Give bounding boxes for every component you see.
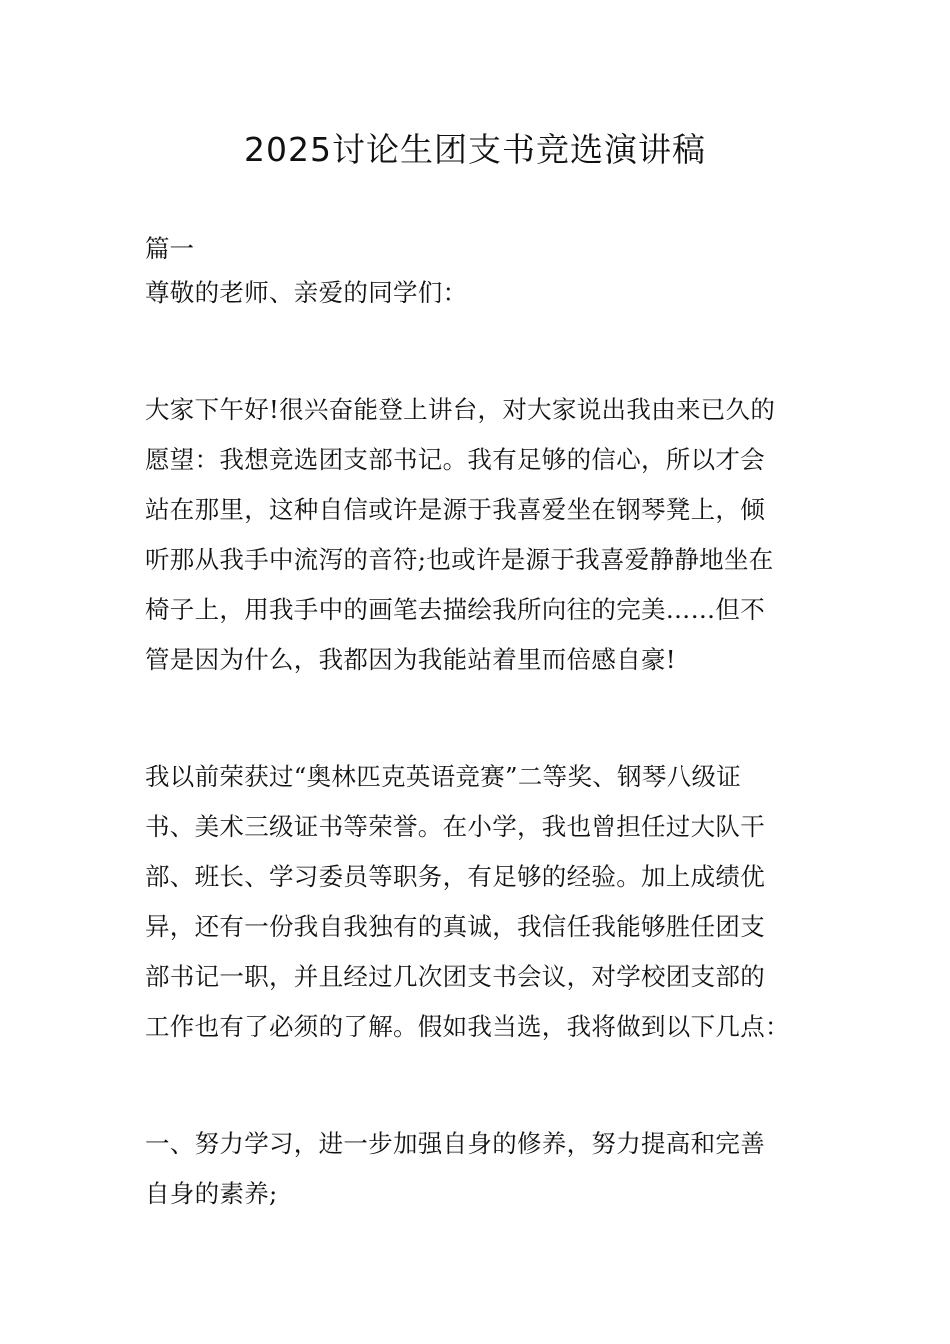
paragraph-3: [145, 1119, 810, 1219]
paragraph-line: 工作也有了必须的了解。假如我当选，我将做到以下几点：: [145, 1012, 790, 1041]
paragraph-spacer: [145, 685, 810, 752]
document-title: 2025讨论生团支书竞选演讲稿: [244, 130, 706, 169]
section-label: 篇一: [145, 234, 194, 263]
paragraph-line: 椅子上，用我手中的画笔去描绘我所向往的完美……但不: [145, 595, 765, 624]
paragraph-spacer: [145, 318, 810, 385]
paragraph-line: 我以前荣获过“奥林匹克英语竞赛”二等奖、钢琴八级证: [145, 762, 742, 791]
paragraph-line: 部书记一职，并且经过几次团支书会议，对学校团支部的: [145, 962, 765, 991]
paragraph-line: 愿望：我想竞选团支部书记。我有足够的信心，所以才会: [145, 445, 765, 474]
paragraph-spacer: [145, 1052, 810, 1119]
paragraph-line: 站在那里，这种自信或许是源于我喜爱坐在钢琴凳上，倾: [145, 495, 765, 524]
paragraph-line: 管是因为什么，我都因为我能站着里而倍感自豪!: [145, 645, 676, 674]
paragraph-line: 一、努力学习，进一步加强自身的修养，努力提高和完善: [145, 1129, 765, 1158]
paragraph-line: 书、美术三级证书等荣誉。在小学，我也曾担任过大队干: [145, 812, 765, 841]
paragraph-line: 大家下午好!很兴奋能登上讲台，对大家说出我由来已久的: [145, 395, 776, 424]
paragraph-2: [145, 752, 810, 1052]
paragraph-line: 异，还有一份我自我独有的真诚，我信任我能够胜任团支: [145, 912, 765, 941]
salutation: 尊敬的老师、亲爱的同学们：: [145, 278, 468, 307]
paragraph-line: 自身的素养;: [145, 1179, 278, 1208]
paragraph-line: 部、班长、学习委员等职务，有足够的经验。加上成绩优: [145, 862, 765, 891]
document-body: [145, 230, 810, 1219]
paragraph-line: 听那从我手中流泻的音符;也或许是源于我喜爱静静地坐在: [145, 545, 774, 574]
paragraph-1: [145, 385, 810, 685]
